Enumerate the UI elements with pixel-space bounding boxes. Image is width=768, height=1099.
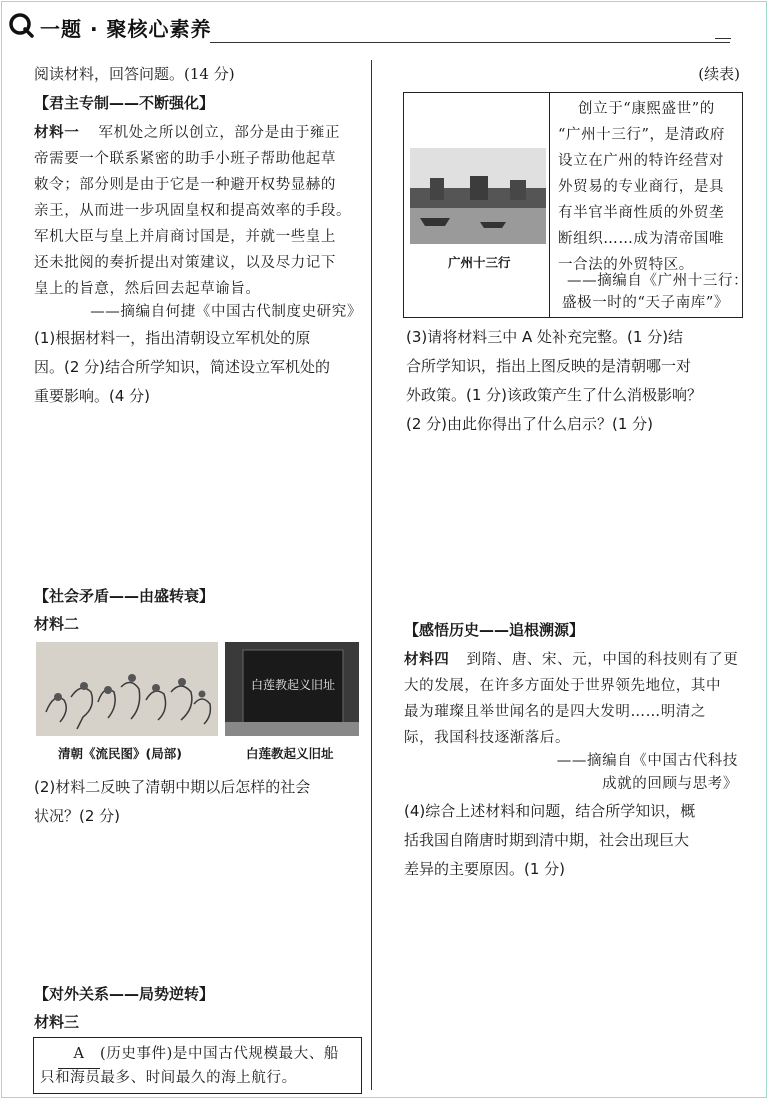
question-one: 重要影响。(4 分) [34,387,151,405]
question-three: (2 分)由此你得出了什么启示？(1 分) [406,415,654,433]
material-four-text: 大的发展，在许多方面处于世界领先地位，其中 [404,678,722,694]
material-four-text: 最为璀璨且举世闻名的是四大发明……明清之 [404,704,706,720]
section-heading-history-reflection: 【感悟历史——追根溯源】 [404,621,585,639]
question-two: 状况？(2 分) [34,807,121,825]
header-rule-tick [715,38,731,39]
material-one-text: 敕令；部分则是由于它是一种避开权势显赫的 [34,177,336,193]
material-four-line: 材料四 到隋、唐、宋、元，中国的科技则有了更 [404,652,739,668]
question-one: (1)根据材料一，指出清朝设立军机处的原 [34,329,311,347]
q-logo-icon [8,12,34,38]
section-heading-social-conflict: 【社会矛盾——由盛转衰】 [34,587,215,605]
question-four: 括我国自隋唐时期到清中期，社会出现巨大 [404,831,690,849]
material-three-text: A (历史事件)是中国古代规模最大、船 [58,1041,339,1069]
material-three-label: 材料三 [34,1013,80,1031]
header-rule [210,42,730,43]
refugee-painting-caption: 清朝《流民图》(局部) [58,746,182,761]
question-three: 合所学知识，指出上图反映的是清朝哪一对 [406,357,692,375]
material-two-label: 材料二 [34,615,80,633]
question-two: (2)材料二反映了清朝中期以后怎样的社会 [34,778,311,796]
material-one-text: 亲王，从而进一步巩固皇权和提高效率的手段。 [34,203,352,219]
material-three-description: “广州十三行”，是清政府 [558,127,726,143]
refugee-painting-image [36,642,218,736]
material-one-text: 皇上的旨意，然后回去起草谕旨。 [34,281,261,297]
column-divider [371,60,372,1090]
question-four: 差异的主要原因。(1 分) [404,860,566,878]
material-three-source: 盛极一时的“天子南库”》 [562,295,730,311]
material-one-text: 军机大臣与皇上并肩商讨国是，并就一些皇上 [34,229,336,245]
white-lotus-site-image [225,642,359,736]
material-three-description: 设立在广州的特许经营对 [558,153,725,169]
guangzhou-thirteen-hongs-image [410,148,546,244]
material-four-label: 材料四 [404,652,450,668]
section-heading-foreign-relations: 【对外关系——局势逆转】 [34,985,215,1003]
question-one: 因。(2 分)结合所学知识，简述设立军机处的 [34,358,331,376]
material-one-label: 材料一 [34,125,80,141]
material-three-description: 创立于“康熙盛世”的 [578,101,715,117]
continued-label: (续表) [698,65,740,83]
material-one-text: 帝需要一个联系紧密的助手小班子帮助他起草 [34,151,336,167]
white-lotus-sign-text: 白莲教起义旧址 [250,678,335,692]
header-title: 一题 · 聚核心素养 [40,17,212,41]
guangzhou-image-caption: 广州十三行 [448,255,511,270]
section-heading-autocracy: 【君主专制——不断强化】 [34,94,215,112]
material-four-source: ——摘编自《中国古代科技 [556,753,738,769]
material-one-text: 还未批阅的奏折提出对策建议，以及尽力记下 [34,255,336,271]
material-one-source: ——摘编自何捷《中国古代制度史研究》 [90,304,362,320]
question-three: 外政策。(1 分)该政策产生了什么消极影响？ [406,386,703,404]
material-three-description: 外贸易的专业商行，是具 [558,179,725,195]
question-three: (3)请将材料三中 A 处补充完整。(1 分)结 [406,328,684,346]
material-three-table-divider [549,92,550,318]
intro-text: 阅读材料，回答问题。(14 分) [34,65,235,83]
material-four-text: 际，我国科技逐渐落后。 [404,730,571,746]
question-four: (4)综合上述材料和问题，结合所学知识，概 [404,802,696,820]
material-three-text: 只和海员最多、时间最久的海上航行。 [40,1070,297,1086]
material-three-source: ——摘编自《广州十三行： [567,273,749,289]
material-four-source: 成就的回顾与思考》 [602,776,738,792]
page-header [0,0,768,48]
white-lotus-site-caption: 白莲教起义旧址 [246,746,334,761]
material-three-description: 有半官半商性质的外贸垄 [558,205,725,221]
material-three-description: 一合法的外贸特区。 [558,257,694,273]
material-one-line: 材料一 军机处之所以创立，部分是由于雍正 [34,125,341,141]
material-three-description: 断组织……成为清帝国唯 [558,231,725,247]
answer-blank-a: A [58,1041,100,1069]
